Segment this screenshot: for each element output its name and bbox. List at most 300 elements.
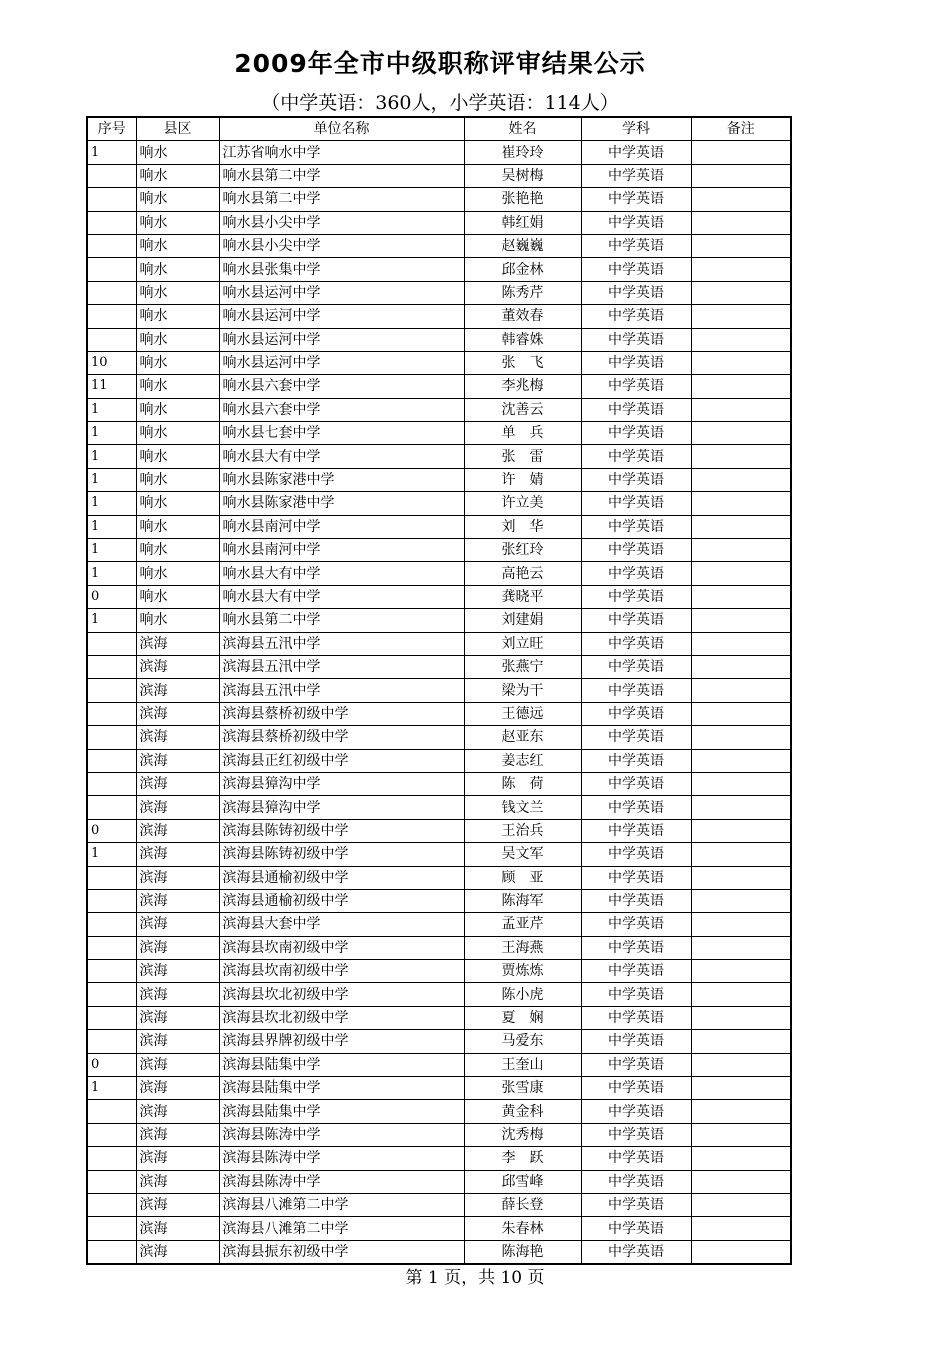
cell-no bbox=[87, 1030, 136, 1053]
cell-subject: 中学英语 bbox=[581, 866, 691, 889]
column-header-subject: 学科 bbox=[581, 117, 691, 141]
cell-subject: 中学英语 bbox=[581, 211, 691, 234]
cell-no: 1 bbox=[87, 398, 136, 421]
cell-name: 韩红娟 bbox=[464, 211, 581, 234]
cell-subject: 中学英语 bbox=[581, 305, 691, 328]
cell-note bbox=[691, 141, 791, 164]
cell-name: 刘建娟 bbox=[464, 609, 581, 632]
cell-unit: 滨海县陆集中学 bbox=[219, 1100, 464, 1123]
cell-county: 滨海 bbox=[136, 1053, 219, 1076]
cell-note bbox=[691, 539, 791, 562]
cell-name: 张 飞 bbox=[464, 351, 581, 374]
cell-note bbox=[691, 305, 791, 328]
cell-name: 张艳艳 bbox=[464, 188, 581, 211]
cell-note bbox=[691, 515, 791, 538]
table-row bbox=[87, 1123, 791, 1146]
cell-name: 陈海艳 bbox=[464, 1240, 581, 1264]
table-row bbox=[87, 655, 791, 678]
cell-unit: 响水县张集中学 bbox=[219, 258, 464, 281]
cell-name: 吴树梅 bbox=[464, 164, 581, 187]
cell-county: 响水 bbox=[136, 305, 219, 328]
cell-no bbox=[87, 960, 136, 983]
table-row bbox=[87, 889, 791, 912]
cell-no: 1 bbox=[87, 843, 136, 866]
cell-county: 滨海 bbox=[136, 1030, 219, 1053]
cell-note bbox=[691, 188, 791, 211]
cell-no bbox=[87, 1170, 136, 1193]
cell-unit: 滨海县陈涛中学 bbox=[219, 1147, 464, 1170]
cell-note bbox=[691, 164, 791, 187]
cell-no bbox=[87, 305, 136, 328]
cell-county: 滨海 bbox=[136, 1006, 219, 1029]
cell-unit: 滨海县八滩第二中学 bbox=[219, 1193, 464, 1216]
cell-county: 响水 bbox=[136, 141, 219, 164]
cell-name: 夏 娴 bbox=[464, 1006, 581, 1029]
table-row bbox=[87, 1193, 791, 1216]
cell-county: 滨海 bbox=[136, 1193, 219, 1216]
cell-county: 响水 bbox=[136, 539, 219, 562]
table-row bbox=[87, 585, 791, 608]
cell-unit: 滨海县界牌初级中学 bbox=[219, 1030, 464, 1053]
cell-name: 梁为干 bbox=[464, 679, 581, 702]
cell-note bbox=[691, 749, 791, 772]
cell-county: 滨海 bbox=[136, 655, 219, 678]
table-row bbox=[87, 562, 791, 585]
cell-name: 张雪康 bbox=[464, 1077, 581, 1100]
cell-no bbox=[87, 655, 136, 678]
cell-name: 许立美 bbox=[464, 492, 581, 515]
page-subtitle: （中学英语：360人，小学英语：114人） bbox=[261, 92, 619, 114]
cell-unit: 响水县六套中学 bbox=[219, 398, 464, 421]
cell-no: 1 bbox=[87, 515, 136, 538]
cell-name: 沈秀梅 bbox=[464, 1123, 581, 1146]
cell-unit: 响水县第二中学 bbox=[219, 609, 464, 632]
page-footer: 第 1 页，共 10 页 bbox=[405, 1268, 545, 1288]
cell-no bbox=[87, 679, 136, 702]
cell-name: 姜志红 bbox=[464, 749, 581, 772]
cell-county: 滨海 bbox=[136, 819, 219, 842]
cell-county: 滨海 bbox=[136, 960, 219, 983]
cell-no: 1 bbox=[87, 609, 136, 632]
cell-unit: 滨海县五汛中学 bbox=[219, 655, 464, 678]
cell-county: 滨海 bbox=[136, 1217, 219, 1240]
cell-note bbox=[691, 1193, 791, 1216]
cell-subject: 中学英语 bbox=[581, 468, 691, 491]
cell-county: 响水 bbox=[136, 398, 219, 421]
table-row bbox=[87, 609, 791, 632]
cell-note bbox=[691, 889, 791, 912]
cell-note bbox=[691, 1170, 791, 1193]
cell-unit: 滨海县五汛中学 bbox=[219, 632, 464, 655]
cell-county: 滨海 bbox=[136, 1240, 219, 1264]
cell-no bbox=[87, 796, 136, 819]
cell-no: 1 bbox=[87, 492, 136, 515]
cell-name: 马爱东 bbox=[464, 1030, 581, 1053]
cell-county: 响水 bbox=[136, 468, 219, 491]
cell-subject: 中学英语 bbox=[581, 983, 691, 1006]
table-row bbox=[87, 772, 791, 795]
cell-no bbox=[87, 211, 136, 234]
cell-name: 张红玲 bbox=[464, 539, 581, 562]
cell-subject: 中学英语 bbox=[581, 445, 691, 468]
cell-note bbox=[691, 445, 791, 468]
cell-unit: 响水县大有中学 bbox=[219, 445, 464, 468]
cell-unit: 响水县大有中学 bbox=[219, 562, 464, 585]
cell-county: 滨海 bbox=[136, 726, 219, 749]
table-row bbox=[87, 468, 791, 491]
cell-unit: 滨海县陈涛中学 bbox=[219, 1123, 464, 1146]
cell-county: 响水 bbox=[136, 164, 219, 187]
cell-unit: 响水县运河中学 bbox=[219, 281, 464, 304]
cell-name: 刘立旺 bbox=[464, 632, 581, 655]
table-row bbox=[87, 515, 791, 538]
cell-name: 黄金科 bbox=[464, 1100, 581, 1123]
cell-note bbox=[691, 1217, 791, 1240]
cell-county: 滨海 bbox=[136, 1170, 219, 1193]
cell-subject: 中学英语 bbox=[581, 1170, 691, 1193]
cell-name: 李兆梅 bbox=[464, 375, 581, 398]
cell-county: 响水 bbox=[136, 234, 219, 257]
cell-name: 崔玲玲 bbox=[464, 141, 581, 164]
cell-no bbox=[87, 772, 136, 795]
cell-no: 1 bbox=[87, 422, 136, 445]
table-row bbox=[87, 749, 791, 772]
cell-no bbox=[87, 1193, 136, 1216]
cell-unit: 响水县陈家港中学 bbox=[219, 492, 464, 515]
table-row bbox=[87, 819, 791, 842]
cell-note bbox=[691, 562, 791, 585]
cell-unit: 滨海县通榆初级中学 bbox=[219, 866, 464, 889]
cell-subject: 中学英语 bbox=[581, 609, 691, 632]
cell-subject: 中学英语 bbox=[581, 1100, 691, 1123]
cell-subject: 中学英语 bbox=[581, 585, 691, 608]
table-row bbox=[87, 796, 791, 819]
cell-county: 滨海 bbox=[136, 913, 219, 936]
cell-unit: 滨海县陈涛中学 bbox=[219, 1170, 464, 1193]
cell-name: 钱文兰 bbox=[464, 796, 581, 819]
cell-subject: 中学英语 bbox=[581, 655, 691, 678]
cell-subject: 中学英语 bbox=[581, 539, 691, 562]
cell-no: 1 bbox=[87, 468, 136, 491]
cell-note bbox=[691, 819, 791, 842]
cell-unit: 滨海县振东初级中学 bbox=[219, 1240, 464, 1264]
cell-county: 响水 bbox=[136, 422, 219, 445]
cell-note bbox=[691, 936, 791, 959]
table-row bbox=[87, 960, 791, 983]
table-row bbox=[87, 866, 791, 889]
cell-unit: 响水县运河中学 bbox=[219, 328, 464, 351]
table-row bbox=[87, 492, 791, 515]
table-row bbox=[87, 445, 791, 468]
cell-unit: 滨海县五汛中学 bbox=[219, 679, 464, 702]
table-row bbox=[87, 632, 791, 655]
cell-name: 单 兵 bbox=[464, 422, 581, 445]
cell-county: 响水 bbox=[136, 375, 219, 398]
page-title: 2009年全市中级职称评审结果公示 bbox=[234, 49, 646, 78]
cell-county: 响水 bbox=[136, 258, 219, 281]
cell-county: 滨海 bbox=[136, 1147, 219, 1170]
cell-no bbox=[87, 188, 136, 211]
table-row bbox=[87, 1100, 791, 1123]
cell-unit: 滨海县坎南初级中学 bbox=[219, 960, 464, 983]
results-table bbox=[86, 116, 792, 1265]
column-header-county: 县区 bbox=[136, 117, 219, 141]
cell-name: 薛长登 bbox=[464, 1193, 581, 1216]
table-row bbox=[87, 1030, 791, 1053]
cell-county: 响水 bbox=[136, 328, 219, 351]
cell-unit: 滨海县八滩第二中学 bbox=[219, 1217, 464, 1240]
cell-subject: 中学英语 bbox=[581, 164, 691, 187]
cell-unit: 响水县小尖中学 bbox=[219, 234, 464, 257]
table-row bbox=[87, 1170, 791, 1193]
cell-note bbox=[691, 1123, 791, 1146]
cell-name: 赵亚东 bbox=[464, 726, 581, 749]
cell-name: 邱金林 bbox=[464, 258, 581, 281]
cell-county: 滨海 bbox=[136, 702, 219, 725]
cell-county: 滨海 bbox=[136, 1123, 219, 1146]
cell-name: 沈善云 bbox=[464, 398, 581, 421]
cell-county: 滨海 bbox=[136, 936, 219, 959]
cell-subject: 中学英语 bbox=[581, 749, 691, 772]
table-row bbox=[87, 281, 791, 304]
cell-county: 响水 bbox=[136, 211, 219, 234]
cell-subject: 中学英语 bbox=[581, 936, 691, 959]
cell-unit: 滨海县獐沟中学 bbox=[219, 796, 464, 819]
cell-county: 响水 bbox=[136, 281, 219, 304]
cell-subject: 中学英语 bbox=[581, 492, 691, 515]
cell-subject: 中学英语 bbox=[581, 258, 691, 281]
cell-unit: 江苏省响水中学 bbox=[219, 141, 464, 164]
cell-note bbox=[691, 632, 791, 655]
cell-name: 赵巍巍 bbox=[464, 234, 581, 257]
cell-county: 响水 bbox=[136, 562, 219, 585]
cell-unit: 响水县运河中学 bbox=[219, 351, 464, 374]
table-row bbox=[87, 422, 791, 445]
cell-subject: 中学英语 bbox=[581, 726, 691, 749]
cell-unit: 滨海县陈铸初级中学 bbox=[219, 843, 464, 866]
cell-no bbox=[87, 1217, 136, 1240]
cell-unit: 响水县大有中学 bbox=[219, 585, 464, 608]
cell-name: 刘 华 bbox=[464, 515, 581, 538]
cell-county: 滨海 bbox=[136, 866, 219, 889]
cell-subject: 中学英语 bbox=[581, 843, 691, 866]
cell-note bbox=[691, 726, 791, 749]
cell-no bbox=[87, 328, 136, 351]
cell-county: 响水 bbox=[136, 445, 219, 468]
table-body bbox=[87, 141, 791, 1264]
cell-no: 1 bbox=[87, 539, 136, 562]
cell-name: 李 跃 bbox=[464, 1147, 581, 1170]
cell-unit: 滨海县坎北初级中学 bbox=[219, 1006, 464, 1029]
cell-subject: 中学英语 bbox=[581, 234, 691, 257]
cell-county: 响水 bbox=[136, 585, 219, 608]
cell-name: 张 雷 bbox=[464, 445, 581, 468]
table-row bbox=[87, 726, 791, 749]
cell-subject: 中学英语 bbox=[581, 398, 691, 421]
cell-county: 滨海 bbox=[136, 679, 219, 702]
cell-unit: 滨海县陆集中学 bbox=[219, 1077, 464, 1100]
cell-unit: 滨海县通榆初级中学 bbox=[219, 889, 464, 912]
cell-subject: 中学英语 bbox=[581, 562, 691, 585]
cell-note bbox=[691, 281, 791, 304]
cell-no bbox=[87, 281, 136, 304]
column-header-no: 序号 bbox=[87, 117, 136, 141]
cell-no: 11 bbox=[87, 375, 136, 398]
cell-no bbox=[87, 749, 136, 772]
cell-no bbox=[87, 1123, 136, 1146]
cell-subject: 中学英语 bbox=[581, 1006, 691, 1029]
table-row bbox=[87, 351, 791, 374]
table-row bbox=[87, 211, 791, 234]
cell-unit: 滨海县大套中学 bbox=[219, 913, 464, 936]
cell-county: 滨海 bbox=[136, 983, 219, 1006]
table-row bbox=[87, 1240, 791, 1264]
cell-unit: 响水县七套中学 bbox=[219, 422, 464, 445]
cell-no bbox=[87, 632, 136, 655]
cell-no bbox=[87, 889, 136, 912]
cell-no: 0 bbox=[87, 1053, 136, 1076]
cell-county: 滨海 bbox=[136, 749, 219, 772]
table-row bbox=[87, 305, 791, 328]
cell-county: 滨海 bbox=[136, 889, 219, 912]
cell-subject: 中学英语 bbox=[581, 281, 691, 304]
cell-name: 韩睿姝 bbox=[464, 328, 581, 351]
cell-note bbox=[691, 1030, 791, 1053]
cell-unit: 滨海县陆集中学 bbox=[219, 1053, 464, 1076]
cell-note bbox=[691, 375, 791, 398]
cell-name: 龚晓平 bbox=[464, 585, 581, 608]
cell-name: 王治兵 bbox=[464, 819, 581, 842]
cell-unit: 响水县南河中学 bbox=[219, 515, 464, 538]
cell-name: 陈 荷 bbox=[464, 772, 581, 795]
table-row bbox=[87, 843, 791, 866]
cell-subject: 中学英语 bbox=[581, 772, 691, 795]
cell-name: 陈海军 bbox=[464, 889, 581, 912]
cell-unit: 响水县第二中学 bbox=[219, 188, 464, 211]
cell-county: 响水 bbox=[136, 188, 219, 211]
cell-note bbox=[691, 328, 791, 351]
table-row bbox=[87, 913, 791, 936]
cell-county: 滨海 bbox=[136, 632, 219, 655]
cell-note bbox=[691, 843, 791, 866]
cell-subject: 中学英语 bbox=[581, 1240, 691, 1264]
cell-name: 张燕宁 bbox=[464, 655, 581, 678]
cell-note bbox=[691, 234, 791, 257]
cell-note bbox=[691, 468, 791, 491]
cell-subject: 中学英语 bbox=[581, 1077, 691, 1100]
cell-no bbox=[87, 983, 136, 1006]
cell-name: 许 婧 bbox=[464, 468, 581, 491]
cell-name: 高艳云 bbox=[464, 562, 581, 585]
cell-note bbox=[691, 422, 791, 445]
cell-note bbox=[691, 211, 791, 234]
cell-no bbox=[87, 1240, 136, 1264]
cell-note bbox=[691, 398, 791, 421]
cell-county: 滨海 bbox=[136, 796, 219, 819]
cell-no: 1 bbox=[87, 445, 136, 468]
cell-note bbox=[691, 1077, 791, 1100]
cell-no bbox=[87, 913, 136, 936]
cell-unit: 响水县南河中学 bbox=[219, 539, 464, 562]
cell-note bbox=[691, 796, 791, 819]
cell-county: 滨海 bbox=[136, 772, 219, 795]
cell-unit: 响水县运河中学 bbox=[219, 305, 464, 328]
cell-subject: 中学英语 bbox=[581, 515, 691, 538]
cell-subject: 中学英语 bbox=[581, 819, 691, 842]
cell-subject: 中学英语 bbox=[581, 702, 691, 725]
cell-no: 10 bbox=[87, 351, 136, 374]
cell-subject: 中学英语 bbox=[581, 141, 691, 164]
cell-unit: 滨海县獐沟中学 bbox=[219, 772, 464, 795]
cell-subject: 中学英语 bbox=[581, 1053, 691, 1076]
cell-unit: 响水县陈家港中学 bbox=[219, 468, 464, 491]
cell-name: 陈小虎 bbox=[464, 983, 581, 1006]
cell-unit: 滨海县坎北初级中学 bbox=[219, 983, 464, 1006]
cell-no bbox=[87, 234, 136, 257]
cell-subject: 中学英语 bbox=[581, 188, 691, 211]
cell-county: 响水 bbox=[136, 351, 219, 374]
table-row bbox=[87, 234, 791, 257]
cell-no: 0 bbox=[87, 819, 136, 842]
cell-no bbox=[87, 936, 136, 959]
cell-name: 朱春林 bbox=[464, 1217, 581, 1240]
cell-note bbox=[691, 1053, 791, 1076]
cell-subject: 中学英语 bbox=[581, 889, 691, 912]
cell-subject: 中学英语 bbox=[581, 1123, 691, 1146]
table-row bbox=[87, 539, 791, 562]
table-row bbox=[87, 702, 791, 725]
column-header-unit: 单位名称 bbox=[219, 117, 464, 141]
cell-name: 吴文军 bbox=[464, 843, 581, 866]
cell-note bbox=[691, 772, 791, 795]
cell-county: 滨海 bbox=[136, 843, 219, 866]
cell-note bbox=[691, 866, 791, 889]
cell-no: 1 bbox=[87, 1077, 136, 1100]
cell-no bbox=[87, 258, 136, 281]
table-row bbox=[87, 141, 791, 164]
cell-note bbox=[691, 258, 791, 281]
cell-unit: 滨海县坎南初级中学 bbox=[219, 936, 464, 959]
cell-no bbox=[87, 702, 136, 725]
cell-note bbox=[691, 960, 791, 983]
cell-name: 王海燕 bbox=[464, 936, 581, 959]
cell-unit: 响水县小尖中学 bbox=[219, 211, 464, 234]
cell-county: 滨海 bbox=[136, 1077, 219, 1100]
cell-no bbox=[87, 1006, 136, 1029]
cell-note bbox=[691, 913, 791, 936]
cell-county: 响水 bbox=[136, 515, 219, 538]
cell-subject: 中学英语 bbox=[581, 796, 691, 819]
cell-name: 贾炼炼 bbox=[464, 960, 581, 983]
cell-subject: 中学英语 bbox=[581, 1217, 691, 1240]
cell-name: 董效春 bbox=[464, 305, 581, 328]
cell-no bbox=[87, 1147, 136, 1170]
table-row bbox=[87, 1053, 791, 1076]
cell-note bbox=[691, 655, 791, 678]
cell-subject: 中学英语 bbox=[581, 422, 691, 445]
cell-name: 顾 亚 bbox=[464, 866, 581, 889]
column-header-name: 姓名 bbox=[464, 117, 581, 141]
table-row bbox=[87, 1147, 791, 1170]
cell-no: 0 bbox=[87, 585, 136, 608]
cell-subject: 中学英语 bbox=[581, 1030, 691, 1053]
cell-note bbox=[691, 679, 791, 702]
cell-subject: 中学英语 bbox=[581, 1193, 691, 1216]
cell-name: 孟亚芹 bbox=[464, 913, 581, 936]
table-row bbox=[87, 164, 791, 187]
cell-note bbox=[691, 1006, 791, 1029]
cell-name: 王奎山 bbox=[464, 1053, 581, 1076]
